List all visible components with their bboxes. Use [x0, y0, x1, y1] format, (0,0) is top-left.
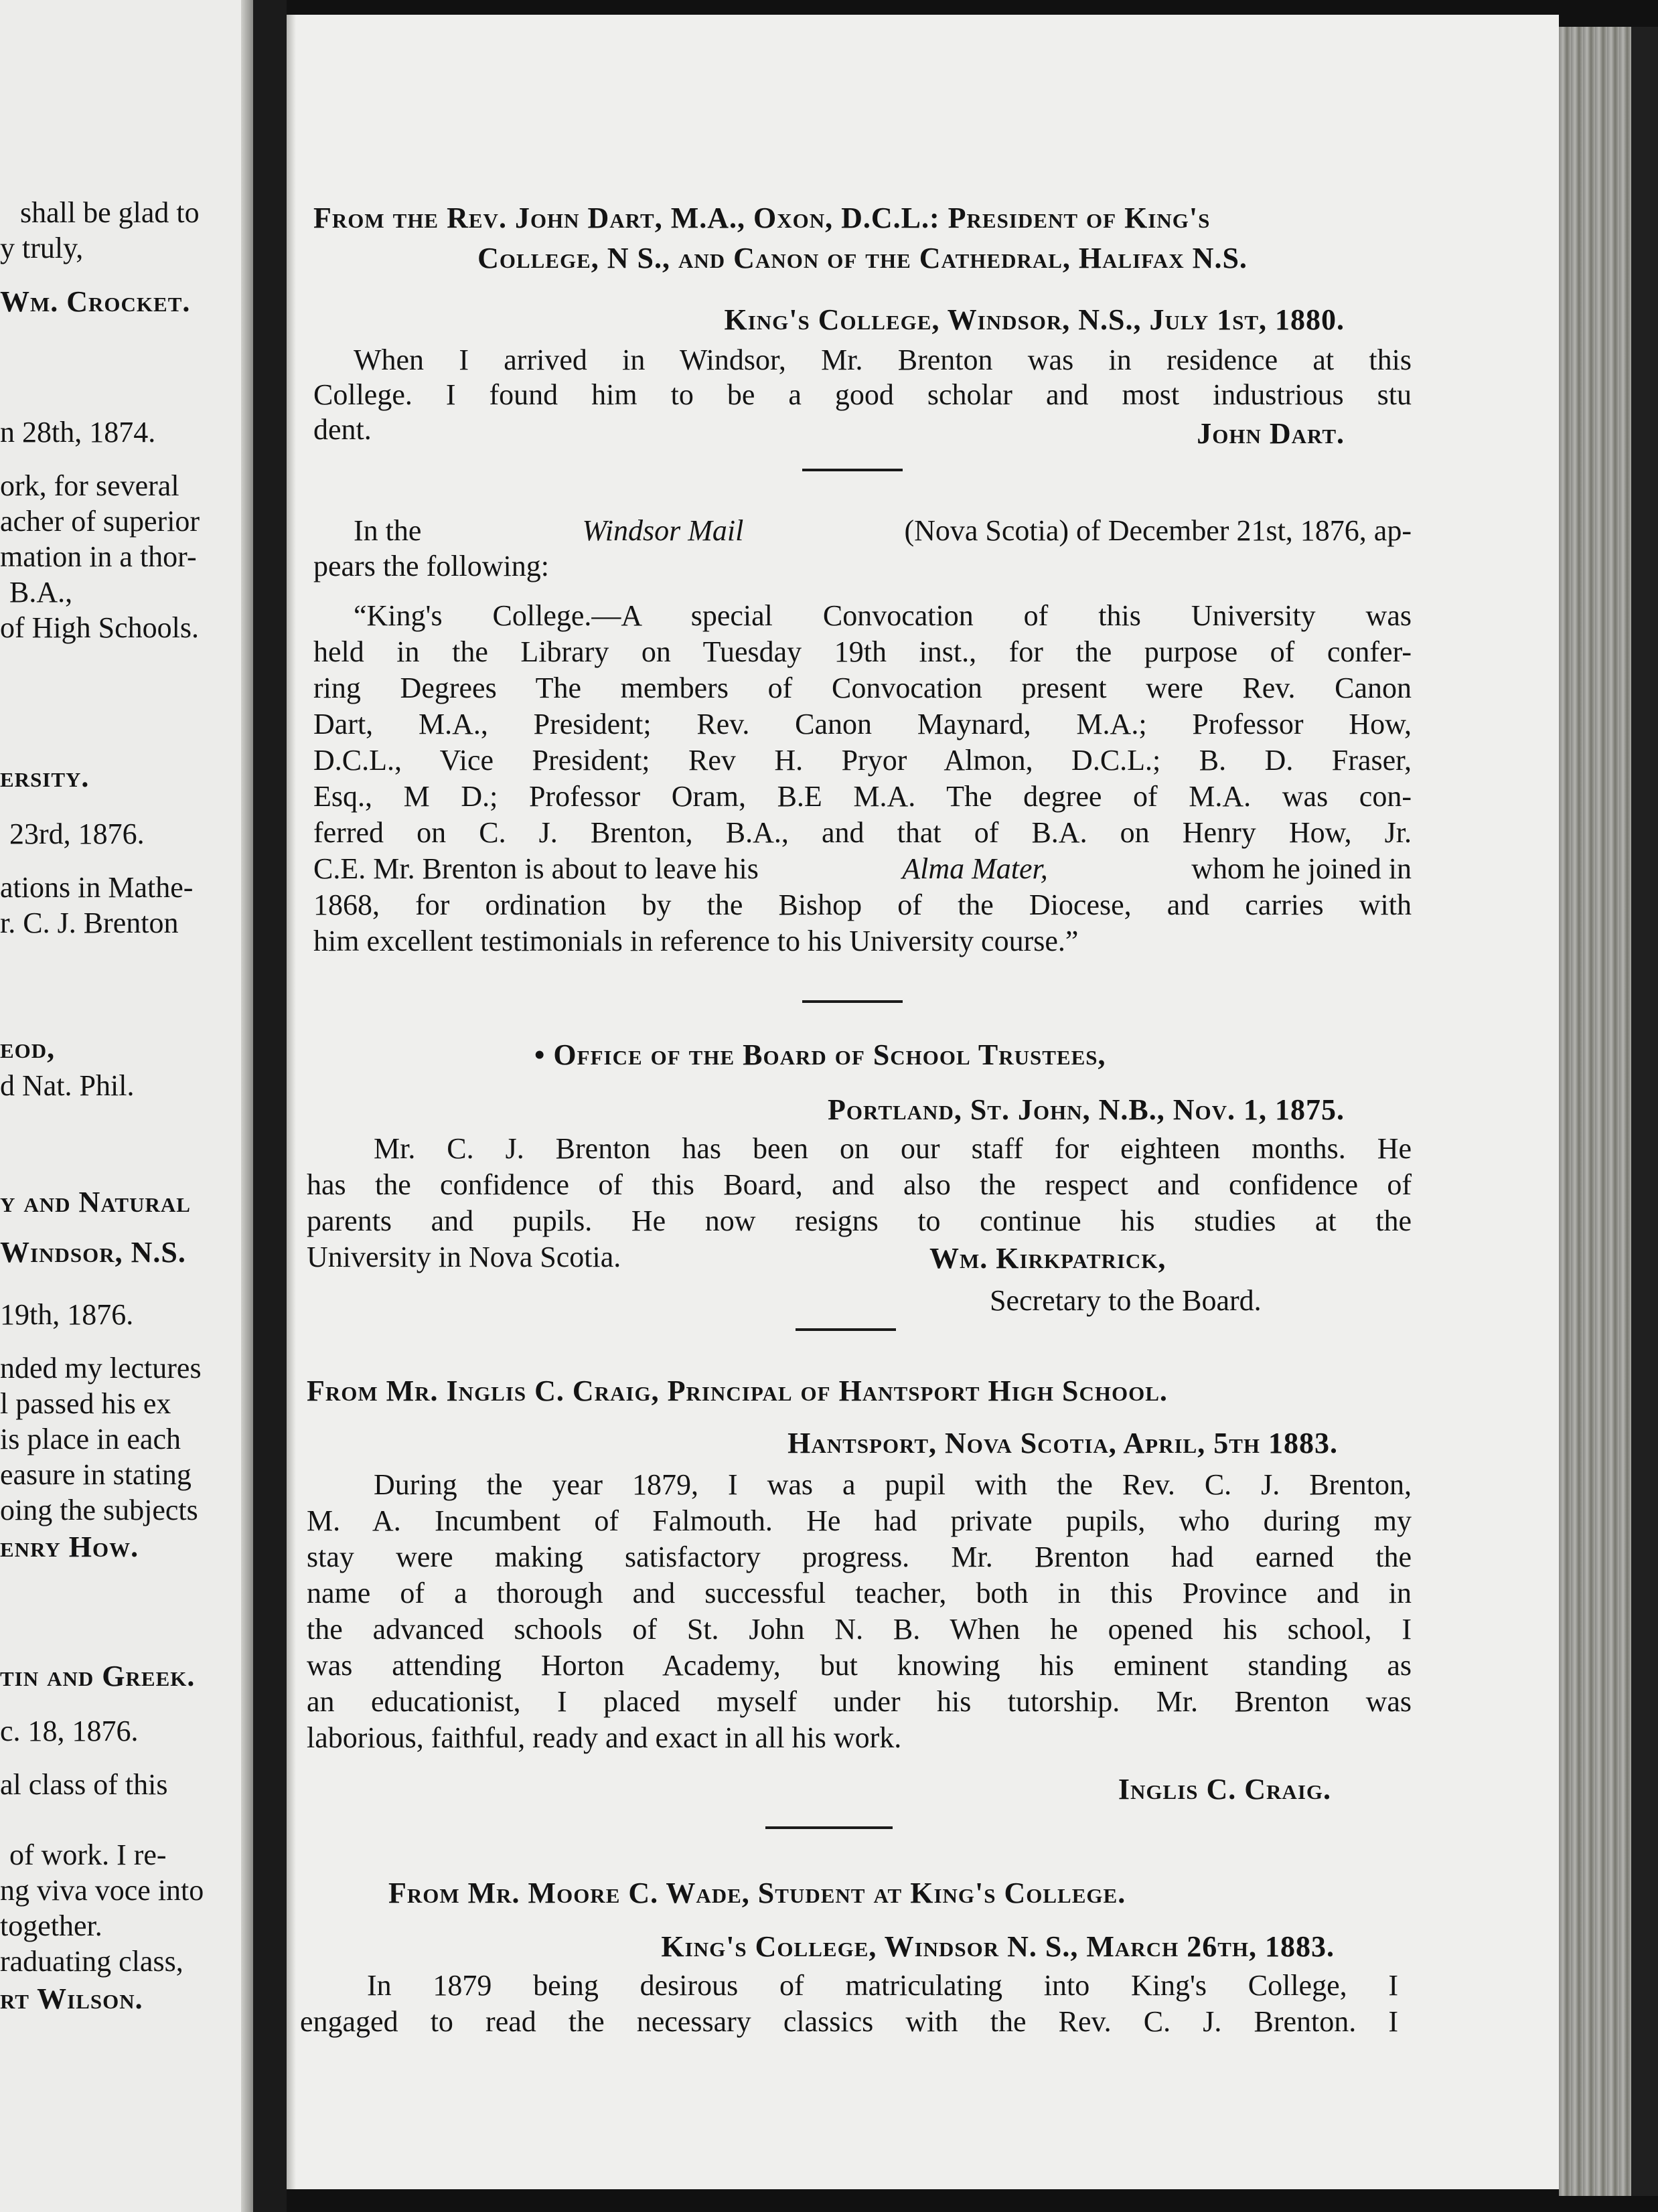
- left-line: d Nat. Phil.: [0, 1069, 135, 1102]
- windsor-mail-line: D.C.L., Vice President; Rev H. Pryor Almon, D.C.L.; B. D. Fraser,: [313, 744, 1412, 777]
- wade-line: In 1879 being desirous of matriculating into King's College, I: [367, 1969, 1398, 2002]
- windsor-mail-line: [354, 514, 1412, 548]
- left-line: oing the subjects: [0, 1494, 198, 1526]
- windsor-mail-line: ring Degrees The members of Convocation present were Rev. Canon: [313, 672, 1412, 704]
- left-line: of High Schools.: [0, 611, 199, 644]
- windsor-mail-post: (Nova Scotia) of December 21st, 1876, ap-: [904, 514, 1412, 547]
- left-line: c. 18, 1876.: [0, 1715, 139, 1747]
- windsor-mail-line: “King's College.—A special Convocation of this University was: [354, 599, 1412, 632]
- trustees-dateline: Portland, St. John, N.B., Nov. 1, 1875.: [828, 1093, 1345, 1126]
- trustees-line: University in Nova Scotia.: [307, 1241, 621, 1273]
- craig-line: the advanced schools of St. John N. B. When he opened his school, I: [307, 1613, 1412, 1646]
- craig-line: name of a thorough and successful teacher, both in this Province and in: [307, 1577, 1412, 1609]
- dart-dateline: King's College, Windsor, N.S., July 1st, 1880.: [724, 303, 1345, 336]
- section-divider: [796, 1328, 896, 1331]
- windsor-mail-line: held in the Library on Tuesday 19th inst., for the purpose of confer-: [313, 635, 1412, 668]
- left-line: Wm. Crocket.: [0, 285, 191, 318]
- windsor-mail-title: Windsor Mail: [582, 514, 744, 547]
- left-line: y and Natural: [0, 1186, 191, 1218]
- left-page: [0, 0, 253, 2212]
- left-line: is place in each: [0, 1423, 181, 1455]
- wade-line: engaged to read the necessary classics with the Rev. C. J. Brenton. I: [300, 2005, 1398, 2038]
- left-line: Windsor, N.S.: [0, 1236, 186, 1269]
- craig-line: M. A. Incumbent of Falmouth. He had private pupils, who during my: [307, 1504, 1412, 1537]
- left-line: 23rd, 1876.: [9, 817, 145, 850]
- section-divider: [802, 1000, 903, 1003]
- left-line: ng viva voce into: [0, 1874, 204, 1907]
- left-line: n 28th, 1874.: [0, 416, 156, 449]
- windsor-mail-line: pears the following:: [313, 550, 549, 582]
- left-line: enry How.: [0, 1530, 139, 1563]
- section-divider: [802, 469, 903, 471]
- windsor-mail-alma-mater: Alma Mater,: [902, 852, 1048, 885]
- left-line: ork, for several: [0, 469, 179, 502]
- left-line: easure in stating: [0, 1458, 192, 1491]
- dart-signature: John Dart.: [1197, 417, 1345, 450]
- left-line: acher of superior: [0, 505, 200, 538]
- craig-line: an educationist, I placed myself under his tutorship. Mr. Brenton was: [307, 1685, 1412, 1718]
- book-page-edges: [1559, 27, 1658, 2196]
- wade-dateline: King's College, Windsor N. S., March 26th, 1883.: [661, 1930, 1335, 1963]
- left-line: mation in a thor-: [0, 540, 197, 573]
- craig-heading: From Mr. Inglis C. Craig, Principal of Hantsport High School.: [307, 1374, 1168, 1407]
- windsor-mail-text: C.E. Mr. Brenton is about to leave his: [313, 852, 759, 885]
- trustees-line: parents and pupils. He now resigns to continue his studies at the: [307, 1204, 1412, 1237]
- left-line: ersity.: [0, 761, 90, 793]
- left-line: rt Wilson.: [0, 1982, 143, 2015]
- left-line: B.A.,: [9, 576, 73, 609]
- craig-dateline: Hantsport, Nova Scotia, April, 5th 1883.: [787, 1427, 1338, 1459]
- left-line: y truly,: [0, 232, 84, 264]
- left-line: 19th, 1876.: [0, 1298, 134, 1331]
- left-line: al class of this: [0, 1768, 168, 1801]
- craig-line: During the year 1879, I was a pupil with the Rev. C. J. Brenton,: [374, 1468, 1412, 1501]
- trustees-signature-title: Secretary to the Board.: [990, 1284, 1262, 1317]
- windsor-mail-line: 1868, for ordination by the Bishop of the Diocese, and carries with: [313, 888, 1412, 921]
- book-gutter: [253, 0, 287, 2212]
- trustees-signature: Wm. Kirkpatrick,: [929, 1242, 1166, 1275]
- left-line: tin and Greek.: [0, 1660, 196, 1692]
- windsor-mail-line: him excellent testimonials in reference to his University course.”: [313, 925, 1079, 957]
- wade-heading: From Mr. Moore C. Wade, Student at King's College.: [388, 1877, 1126, 1909]
- left-line: ations in Mathe-: [0, 871, 194, 904]
- craig-line: laborious, faithful, ready and exact in all his work.: [307, 1721, 902, 1754]
- dart-body-line: College. I found him to be a good scholar and most industrious stu: [313, 378, 1412, 411]
- craig-line: stay were making satisfactory progress. Mr. Brenton had earned the: [307, 1540, 1412, 1573]
- left-line: eod,: [0, 1032, 56, 1064]
- left-line: shall be glad to: [20, 196, 200, 229]
- windsor-mail-text: whom he joined in: [1191, 852, 1412, 885]
- dart-body-line: When I arrived in Windsor, Mr. Brenton was in residence at this: [354, 343, 1412, 376]
- dart-heading-cont: College, N S., and Canon of the Cathedral, Halifax N.S.: [477, 242, 1248, 274]
- windsor-mail-line: Dart, M.A., President; Rev. Canon Maynard, M.A.; Professor How,: [313, 708, 1412, 740]
- windsor-mail-line: [313, 852, 1412, 886]
- left-line: together.: [0, 1909, 102, 1942]
- windsor-mail-line: Esq., M D.; Professor Oram, B.E M.A. The degree of M.A. was con-: [313, 780, 1412, 813]
- craig-line: was attending Horton Academy, but knowing his eminent standing as: [307, 1649, 1412, 1682]
- windsor-mail-line: ferred on C. J. Brenton, B.A., and that of B.A. on Henry How, Jr.: [313, 816, 1412, 849]
- craig-signature: Inglis C. Craig.: [1118, 1773, 1331, 1806]
- right-page: [287, 15, 1559, 2189]
- dart-body-line: dent.: [313, 413, 372, 446]
- windsor-mail-pre: In the: [354, 514, 422, 547]
- trustees-line: has the confidence of this Board, and also the respect and confidence of: [307, 1168, 1412, 1201]
- section-divider: [765, 1826, 893, 1829]
- left-line: nded my lectures: [0, 1352, 202, 1385]
- trustees-line: Mr. C. J. Brenton has been on our staff for eighteen months. He: [374, 1132, 1412, 1165]
- left-line: l passed his ex: [0, 1387, 171, 1420]
- left-line: r. C. J. Brenton: [0, 906, 179, 939]
- left-line: raduating class,: [0, 1945, 183, 1978]
- left-line: of work. I re-: [9, 1838, 167, 1871]
- trustees-heading: • Office of the Board of School Trustees,: [534, 1038, 1106, 1071]
- dart-heading: From the Rev. John Dart, M.A., Oxon, D.C.L.: President of King's: [313, 202, 1211, 234]
